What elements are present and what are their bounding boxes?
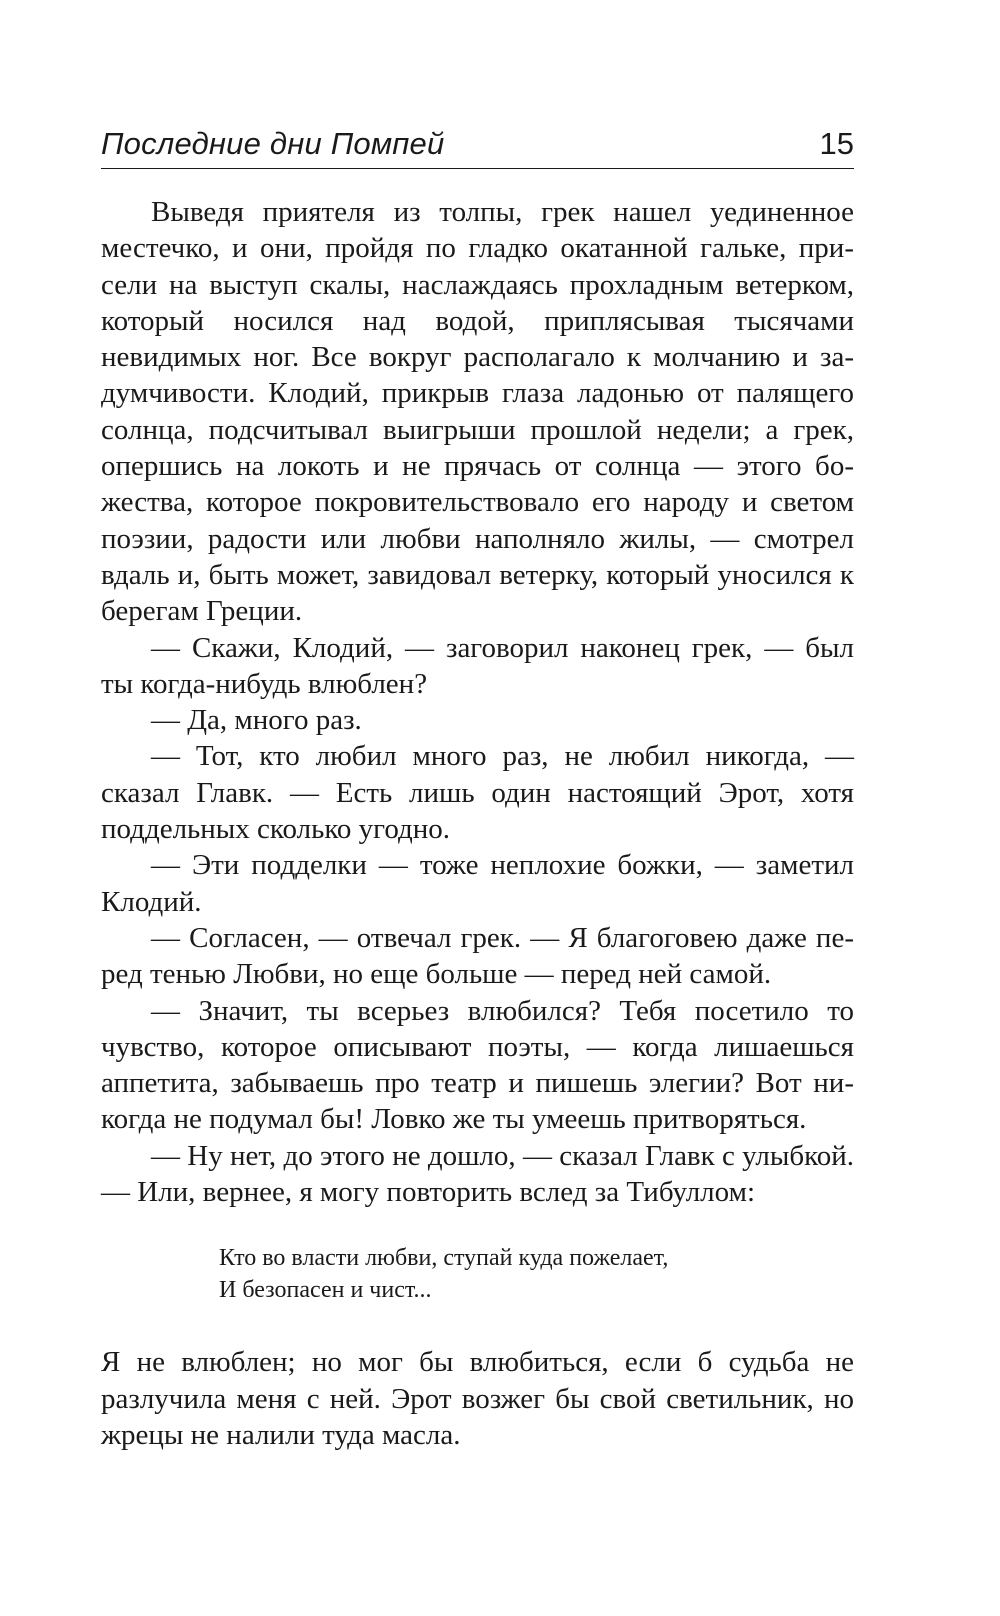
- paragraph: — Да, много раз.: [151, 704, 362, 737]
- paragraph: — Эти подделки — тоже неплохие божки, — заметил Клодий.: [101, 849, 854, 918]
- header-divider: [101, 168, 854, 169]
- verse-line: И безопасен и чист...: [219, 1277, 432, 1304]
- paragraph: — Согласен, — отвечал грек. — Я благоговею даже перед тенью Любви, но еще больше — перед ней самой.: [101, 921, 854, 991]
- main-text: [101, 194, 854, 1453]
- page-number: 15: [819, 126, 854, 161]
- verse-line: Кто во власти любви, ступай куда пожелает,: [219, 1245, 669, 1272]
- paragraph: — Ну нет, до этого не дошло, — сказал Главк с улыбкой. — Или, вернее, я могу повторить вслед за Тибуллом:: [101, 1139, 854, 1209]
- paragraph: — Значит, ты всерьез влюбился? Тебя посетило то чувство, которое описывают поэты, — когда лишаешься аппетита, забываешь про театр и пишешь элегии? Вот никогда не подумал бы! Ловко же ты умеешь притворяться.: [101, 994, 854, 1136]
- paragraph: — Тот, кто любил много раз, не любил никогда, — сказал Главк. — Есть лишь один настоящий Эрот, хотя поддельных сколько угодно.: [101, 740, 854, 846]
- paragraph: — Скажи, Клодий, — заговорил наконец грек, — был ты когда-нибудь влюблен?: [101, 631, 854, 700]
- verse-quote: [219, 1242, 854, 1306]
- book-title: Последние дни Помпей: [101, 126, 445, 161]
- paragraph: Выведя приятеля из толпы, грек нашел уединенное местечко, и они, пройдя по гладко окатанной гальке, присели на выступ скалы, наслаждаясь прохладным ветерком, который носился над водой, приплясывая тысячами невидимых ног. Все вокруг располагало к молчанию и задумчивости. Клодий, прикрыв глаза ладонью от палящего солнца, подсчитывал выигрыши прошлой недели; а грек, опершись на локоть и не прячась от солнца — этого божества, которое покровительствовало его народу и светом поэзии, радости или любви наполняло жилы, — смотрел вдаль и, быть может, завидовал ветерку, который уносился к берегам Греции.: [101, 196, 854, 628]
- closing-paragraph: Я не влюблен; но мог бы влюбиться, если б судьба не разлучила меня с ней. Эрот возжег бы свой светильник, но жрецы не налили туда масла.: [101, 1346, 854, 1451]
- running-header: [101, 122, 854, 166]
